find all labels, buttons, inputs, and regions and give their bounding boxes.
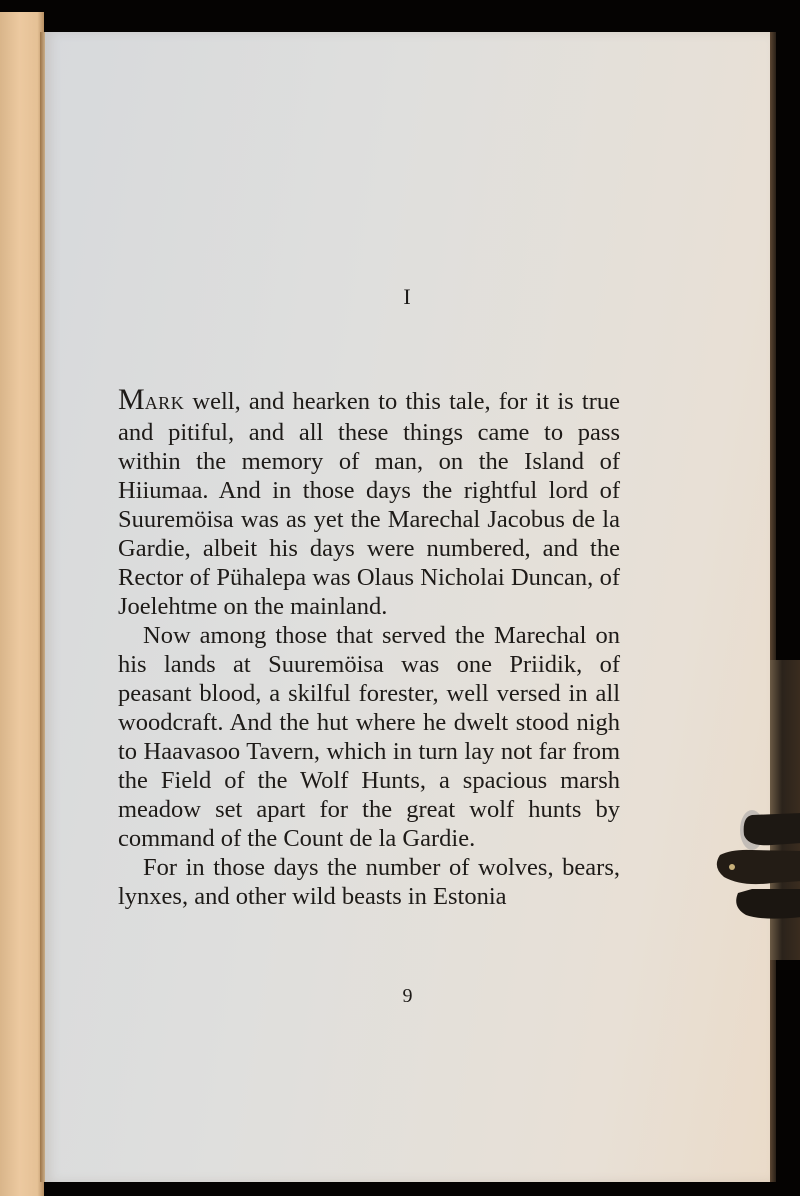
lead-smallcaps: ARK <box>144 393 185 413</box>
paragraph-3: For in those days the number of wolves, bears, lynxes, and other wild beasts in Estonia <box>118 854 620 910</box>
paragraph-2: Now among those that served the Marechal on his lands at Suuremöisa was one Priidik, of peasant blood, a skilful forester, well versed in all woodcraft. And the hut where he dwelt stood nigh to Haavasoo Tavern, which in turn lay not far from the Field of the Wolf Hunts, a spacious marsh meadow set apart for the great wolf hunts by command of the Count de la Gardie. <box>118 622 620 852</box>
page-number: 9 <box>402 985 413 1007</box>
book-page <box>45 32 770 1182</box>
lead-capital: M <box>118 383 145 416</box>
paragraph-1 <box>118 385 620 621</box>
hand-bookend-icon <box>712 795 800 935</box>
book-spine-edge <box>770 32 776 1182</box>
facing-page-edge <box>0 12 44 1196</box>
chapter-number: I <box>403 284 412 309</box>
body-text <box>118 385 620 911</box>
paragraph-1-text: well, and hearken to this tale, for it is true and pitiful, and all these things came to pass within the memory of man, on the Island of Hiiumaa. And in those days the rightful lord of Suuremöisa was as yet the Marechal Jacobus de la Gardie, albeit his days were numbered, and the Rector of Pühalepa was Olaus Nicholai Duncan, of Joelehtme on the mainland. <box>118 388 620 620</box>
